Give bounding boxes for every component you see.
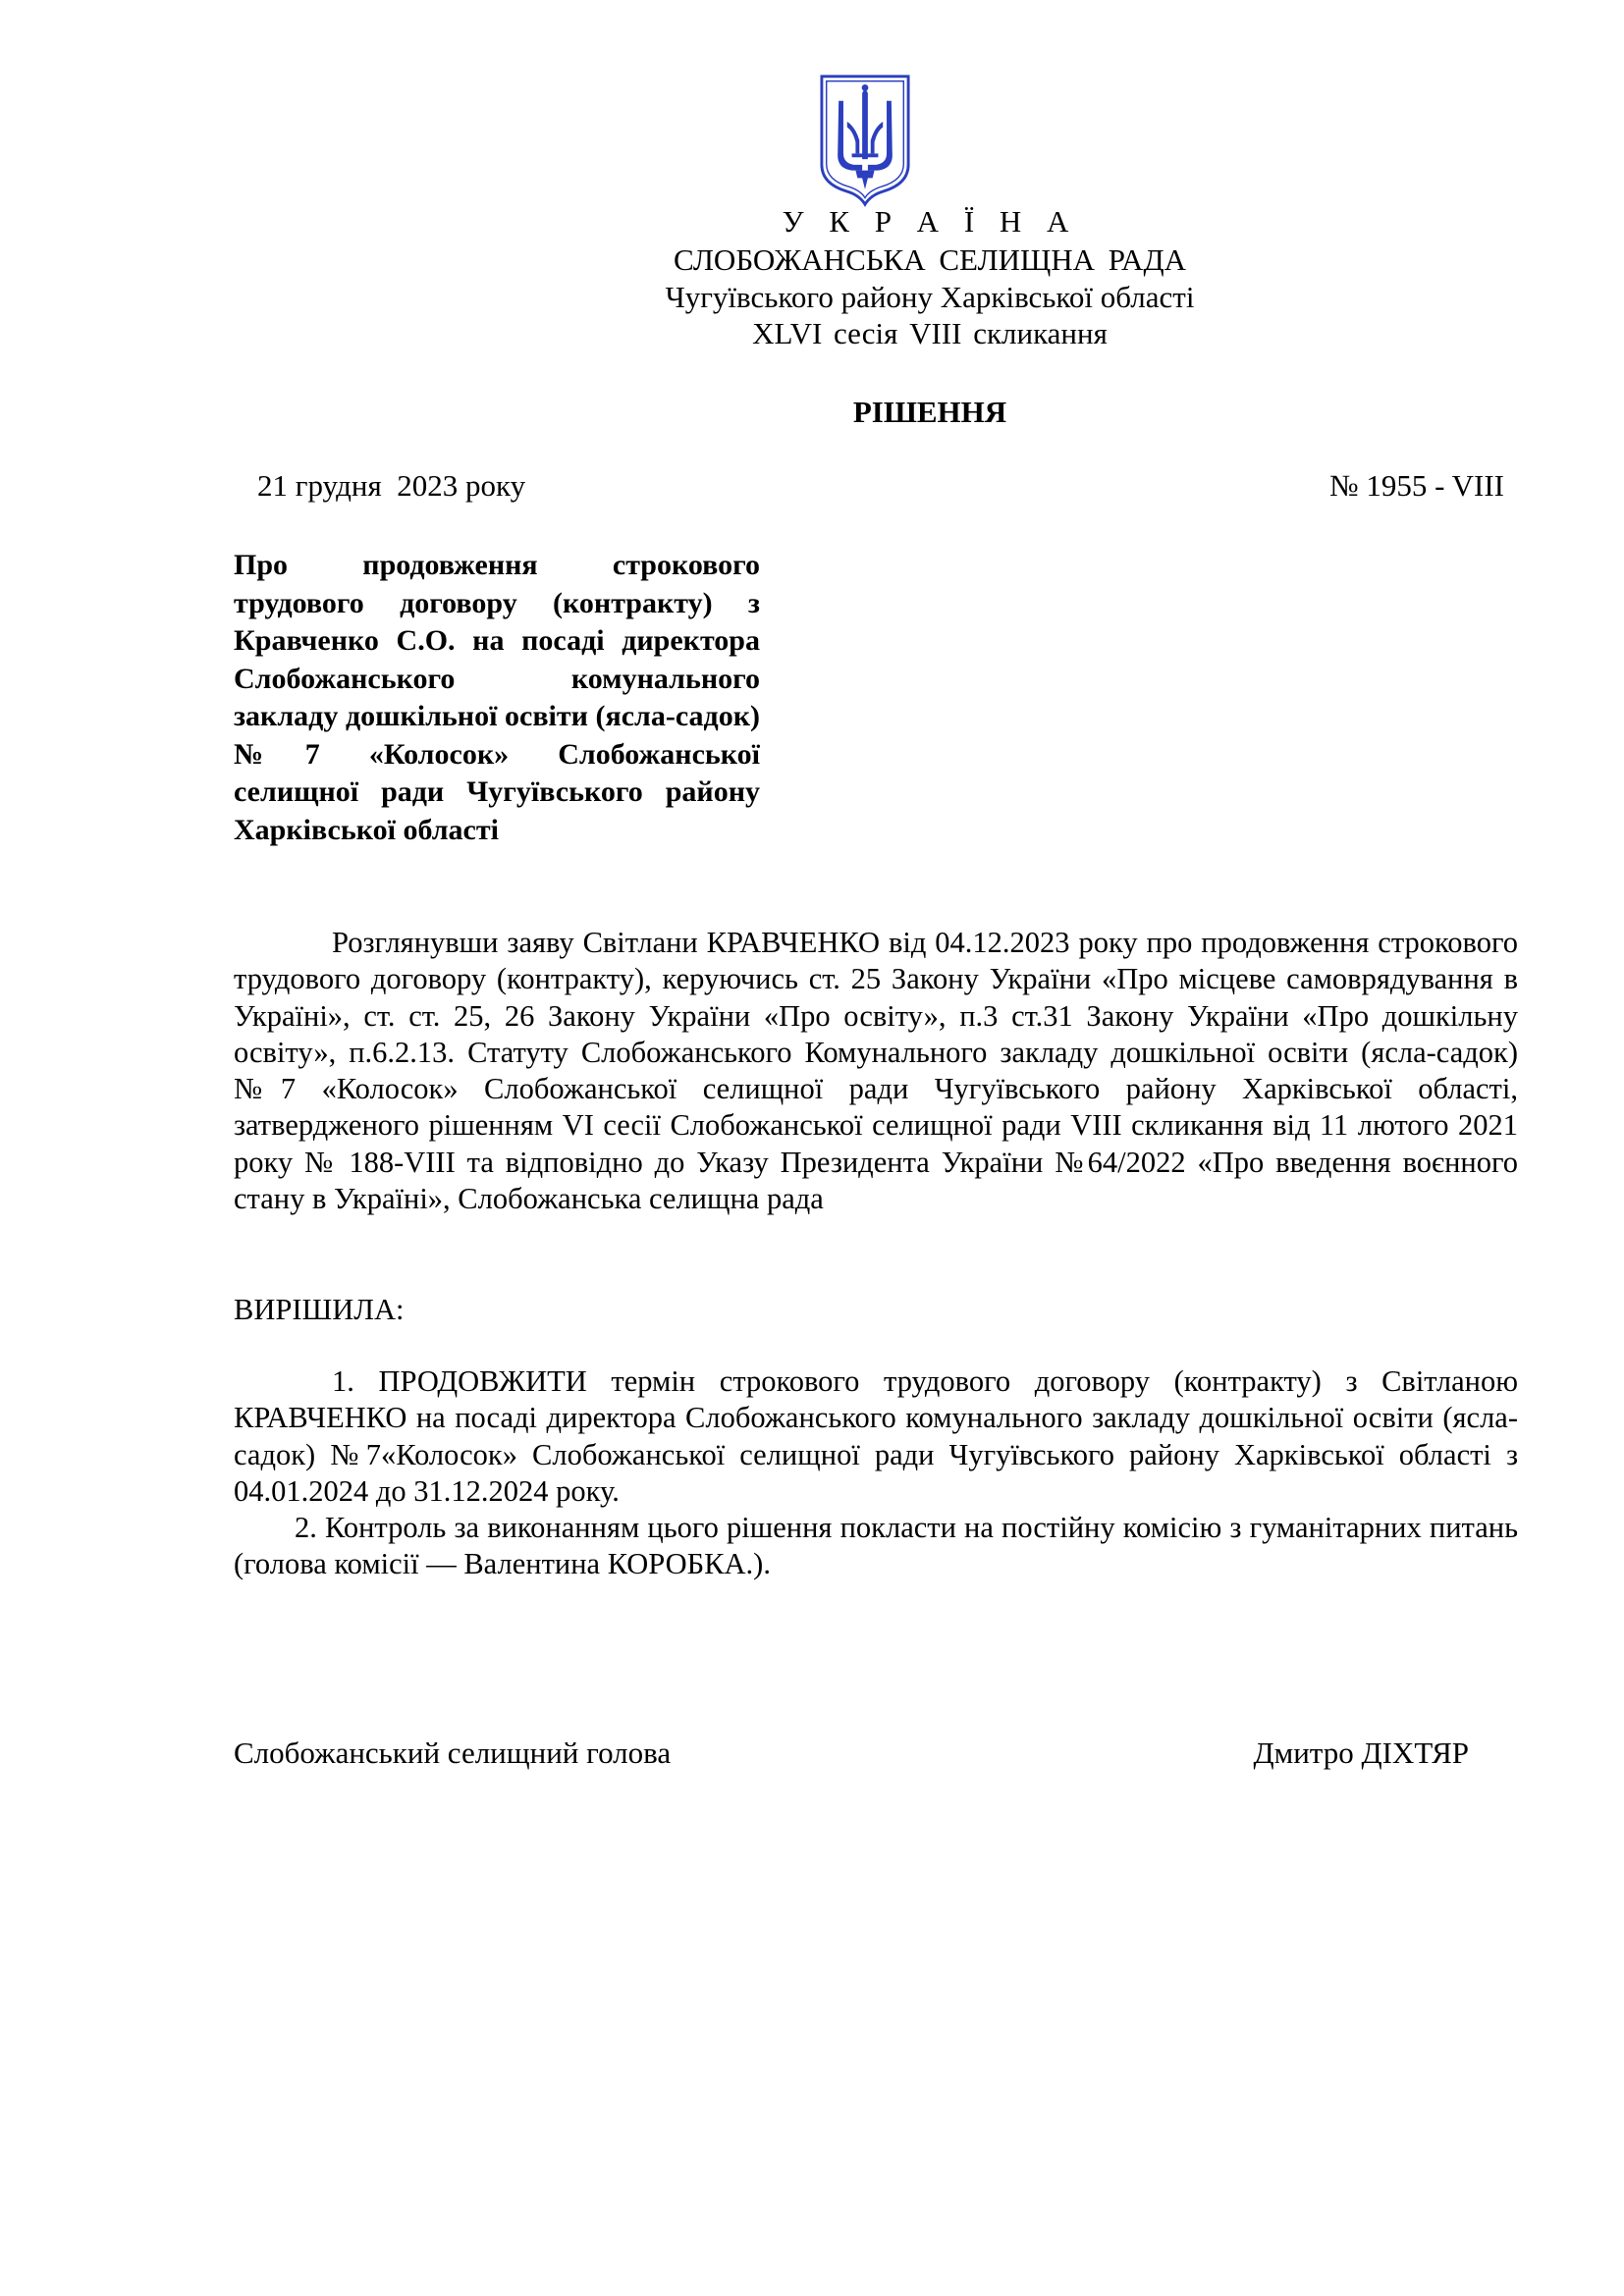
signatory-name: Дмитро ДІХТЯР [1253,1735,1469,1770]
decision-item-1: 1. ПРОДОВЖИТИ термін строкового трудового договору (контракту) з Світланою КРАВЧЕНКО на посаді директора Слобожанського комунального закладу дошкільної освіти (ясла-садок) №7«Колосок» Слобожанської селищної ради Чугуївського району Харківської області з 04.01.2024 до 31.12.2024 року. [234,1364,1518,1508]
country-name: У К Р А Ї Н А [782,204,1078,239]
document-date: 21 грудня 2023 року [257,468,526,503]
council-name: СЛОБОЖАНСЬКА СЕЛИЩНА РАДА [674,242,1186,277]
coat-of-arms-icon [818,73,912,208]
district-name: Чугуївського району Харківської області [665,280,1195,314]
session-info: XLVI сесія VIII скликання [752,316,1108,350]
document-subject: Про продовження строкового трудового договору (контракту) з Кравченко С.О. на посаді директора Слобожанського комунального закладу дошкільної освіти (ясла-садок) №7 «Колосок» Слобожанської селищної ради Чугуївського району Харківської області [234,549,760,846]
resolved-heading: ВИРІШИЛА: [234,1293,405,1326]
document-title: РІШЕННЯ [852,395,1007,429]
signatory-position: Слобожанський селищний голова [234,1735,672,1770]
intro-paragraph: Розглянувши заяву Світлани КРАВЧЕНКО від 04.12.2023 року про продовження строкового трудового договору (контракту), керуючись ст. 25 Закону України «Про місцеве самоврядування в Україні», ст. ст. 25, 26 Закону України «Про освіту», п.3 ст.31 Закону України «Про дошкільну освіту», п.6.2.13. Статуту Слобожанського Комунального закладу дошкільної освіти (ясла-садок) №7 «Колосок» Слобожанської селищної ради Чугуївського району Харківської області, затвердженого рішенням VI сесії Слобожанської селищної ради VIII скликання від 11 лютого 2021 року № 188-VIII та відповідно до Указу Президента України №64/2022 «Про введення воєнного стану в Україні», Слобожанська селищна рада [234,926,1518,1216]
document-number: № 1955 - VIII [1329,468,1504,503]
decision-item-2: 2. Контроль за виконанням цього рішення покласти на постійну комісію з гуманітарних питань (голова комісії — Валентина КОРОБКА.). [234,1511,1518,1581]
